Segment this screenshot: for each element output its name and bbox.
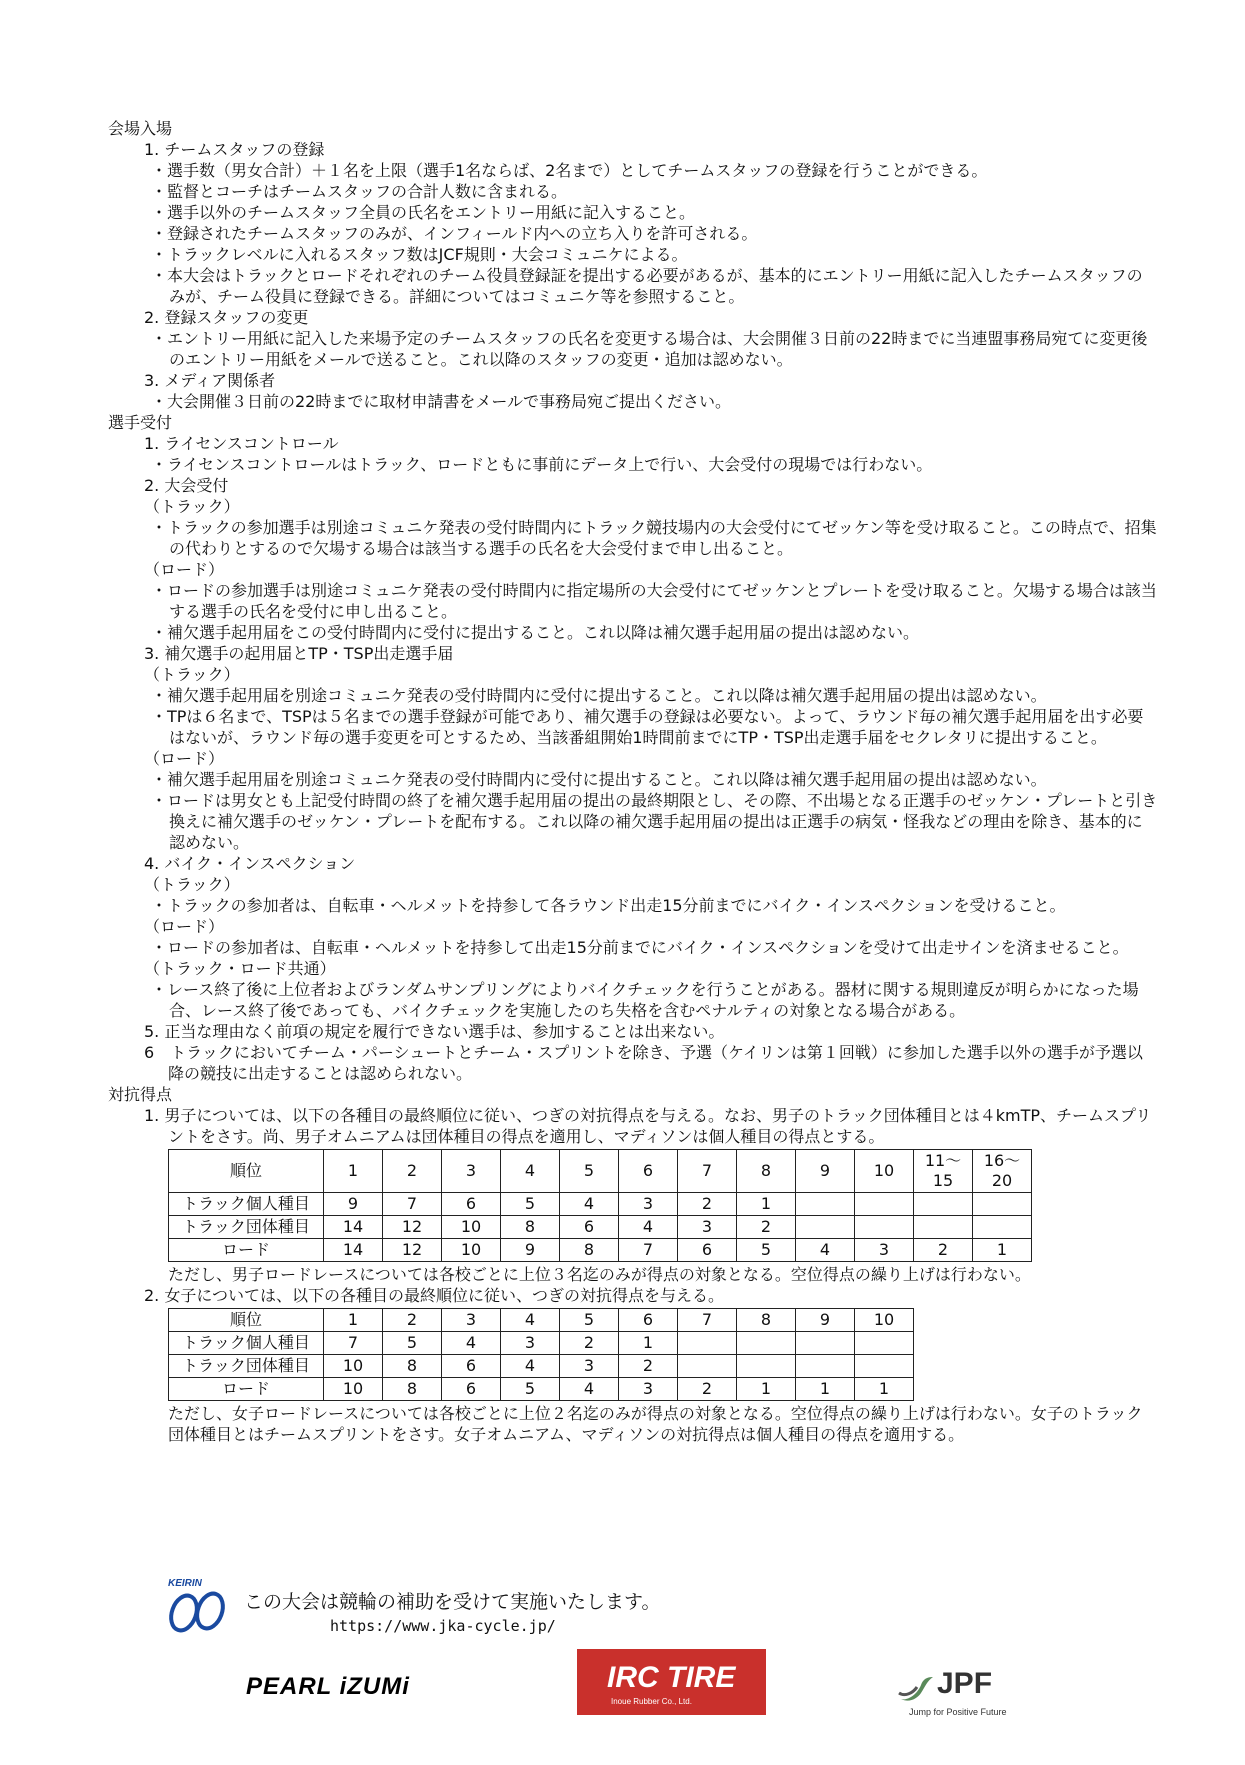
irc-sub: Inoue Rubber Co., Ltd. (611, 1697, 692, 1706)
bullet-group (108, 160, 1158, 307)
points-cell: 2 (619, 1355, 678, 1378)
points-cell: 16〜20 (973, 1150, 1032, 1193)
points-cell: 6 (560, 1216, 619, 1239)
bullet-item: ・本大会はトラックとロードそれぞれのチーム役員登録証を提出する必要があるが、基本的にエントリー用紙に記入したチームスタッフのみが、チーム役員に登録できる。詳細についてはコミュニケ等を参照すること。 (151, 266, 1143, 306)
item-heading: 6 トラックにおいてチーム・パーシュートとチーム・スプリントを除き、予選（ケイリンは第１回戦）に参加した選手以外の選手が予選以降の競技に出走することは認められない。 (144, 1043, 1143, 1083)
points-cell: 4 (796, 1239, 855, 1262)
irc-tire-logo (577, 1649, 766, 1715)
points-cell: 3 (442, 1309, 501, 1332)
bullet-item: ・レース終了後に上位者およびランダムサンプリングによりバイクチェックを行うことがある。器材に関する規則違反が明らかになった場合、レース終了後であっても、バイクチェックを実施したのち失格を含むペナルティの対象となる場合がある。 (151, 980, 1139, 1020)
points-cell (855, 1355, 914, 1378)
points-cell: 3 (855, 1239, 914, 1262)
points-cell (737, 1355, 796, 1378)
points-cell: 6 (619, 1150, 678, 1193)
row-label-cell: トラック団体種目 (169, 1216, 324, 1239)
document-body (108, 118, 1158, 1445)
points-cell: 1 (737, 1193, 796, 1216)
bullet-item: ・補欠選手起用届をこの受付時間内に受付に提出すること。これ以降は補欠選手起用届の提出は認めない。 (151, 623, 920, 642)
points-cell: 12 (383, 1216, 442, 1239)
bullet-item: ・トラックの参加選手は別途コミュニケ発表の受付時間内にトラック競技場内の大会受付にてゼッケン等を受け取ること。この時点で、招集の代わりとするので欠場する場合は該当する選手の氏名を大会受付まで申し出ること。 (151, 518, 1157, 558)
bullet-group (108, 391, 1158, 412)
points-cell: 5 (737, 1239, 796, 1262)
points-cell: 6 (442, 1355, 501, 1378)
bullet-item: ・エントリー用紙に記入した来場予定のチームスタッフの氏名を変更する場合は、大会開催３日前の22時までに当連盟事務局宛てに変更後のエントリー用紙をメールで送ること。これ以降のスタッフの変更・追加は認めない。 (151, 329, 1148, 369)
keirin-logo (162, 1575, 234, 1635)
points-cell: 7 (619, 1239, 678, 1262)
section-title-reception: 選手受付 (108, 413, 173, 432)
points-cell: 12 (383, 1239, 442, 1262)
points-cell: 4 (619, 1216, 678, 1239)
points-cell: 8 (383, 1355, 442, 1378)
points-cell: 8 (737, 1309, 796, 1332)
points-cell: 1 (796, 1378, 855, 1401)
points-cell: 1 (619, 1332, 678, 1355)
women-points-table (168, 1308, 914, 1401)
bullet-group (108, 454, 1158, 475)
bullet-group (108, 937, 1158, 958)
jpf-name: JPF (937, 1667, 993, 1700)
points-cell: 3 (442, 1150, 501, 1193)
sub-label-track: （トラック） (144, 665, 240, 684)
table-row (169, 1193, 1032, 1216)
points-cell: 2 (560, 1332, 619, 1355)
points-cell (678, 1355, 737, 1378)
points-cell (796, 1193, 855, 1216)
jpf-logo (897, 1667, 1037, 1717)
item-heading: 4. バイク・インスペクション (144, 854, 356, 873)
bullet-group (108, 517, 1158, 559)
points-cell: 5 (560, 1309, 619, 1332)
points-cell (796, 1332, 855, 1355)
keirin-logo-label: KEIRIN (168, 1578, 202, 1589)
keirin-url: https://www.jka-cycle.jp/ (330, 1617, 556, 1635)
jpf-mark-icon (897, 1673, 937, 1705)
bullet-item: ・TPは６名まで、TSPは５名までの選手登録が可能であり、補欠選手の登録は必要ない。よって、ラウンド毎の補欠選手起用届を出す必要はないが、ラウンド毎の選手変更を可とするため、当該番組開始1時間前までにTP・TSP出走選手届をセクレタリに提出すること。 (151, 707, 1144, 747)
points-cell: 8 (560, 1239, 619, 1262)
bullet-item: ・選手数（男女合計）＋１名を上限（選手1名ならば、2名まで）としてチームスタッフの登録を行うことができる。 (151, 161, 988, 180)
points-cell: 10 (324, 1378, 383, 1401)
bullet-item: ・ライセンスコントロールはトラック、ロードともに事前にデータ上で行い、大会受付の現場では行わない。 (151, 455, 933, 474)
points-cell: 7 (383, 1193, 442, 1216)
points-cell: 9 (796, 1150, 855, 1193)
points-cell (796, 1216, 855, 1239)
bullet-item: ・ロードの参加者は、自転車・ヘルメットを持参して出走15分前までにバイク・インスペクションを受けて出走サインを済ませること。 (151, 938, 1129, 957)
points-cell: 2 (737, 1216, 796, 1239)
points-cell (678, 1332, 737, 1355)
points-cell: 8 (383, 1378, 442, 1401)
row-label-cell: ロード (169, 1239, 324, 1262)
women-points-note: ただし、女子ロードレースについては各校ごとに上位２名迄のみが得点の対象となる。空位得点の繰り上げは行わない。女子のトラック団体種目とはチームスプリントをさす。女子オムニアム、マディソンの対抗得点は個人種目の得点を適用する。 (168, 1404, 1143, 1444)
bullet-group (108, 895, 1158, 916)
table-header-row (169, 1150, 1032, 1193)
sub-label-common: （トラック・ロード共通） (144, 959, 336, 978)
points-cell: 6 (678, 1239, 737, 1262)
points-cell: 6 (619, 1309, 678, 1332)
bullet-item: ・ロードの参加選手は別途コミュニケ発表の受付時間内に指定場所の大会受付にてゼッケンとプレートを受け取ること。欠場する場合は該当する選手の氏名を受付に申し出ること。 (151, 581, 1157, 621)
section-title-points: 対抗得点 (108, 1085, 173, 1104)
table-row (169, 1355, 914, 1378)
sub-label-road: （ロード） (144, 917, 225, 936)
sub-label-road: （ロード） (144, 560, 225, 579)
bullet-group (108, 580, 1158, 643)
points-cell: 7 (678, 1309, 737, 1332)
points-cell: 4 (442, 1332, 501, 1355)
points-cell: 7 (324, 1332, 383, 1355)
points-cell: 2 (383, 1309, 442, 1332)
points-cell: 9 (324, 1193, 383, 1216)
points-cell: 10 (324, 1355, 383, 1378)
points-cell: 5 (501, 1378, 560, 1401)
points-cell: 7 (678, 1150, 737, 1193)
points-cell: 9 (501, 1239, 560, 1262)
points-cell: 10 (855, 1309, 914, 1332)
points-cell (914, 1216, 973, 1239)
men-points-note: ただし、男子ロードレースについては各校ごとに上位３名迄のみが得点の対象となる。空位得点の繰り上げは行わない。 (168, 1265, 1031, 1284)
points-cell (855, 1332, 914, 1355)
table-row (169, 1239, 1032, 1262)
points-cell: 2 (678, 1378, 737, 1401)
item-heading: 3. メディア関係者 (144, 371, 276, 390)
row-label-cell: トラック団体種目 (169, 1355, 324, 1378)
points-cell: 14 (324, 1216, 383, 1239)
points-cell: 4 (501, 1309, 560, 1332)
points-cell: 2 (678, 1193, 737, 1216)
points-cell: 8 (501, 1216, 560, 1239)
points-cell: 2 (383, 1150, 442, 1193)
points-cell: 3 (619, 1378, 678, 1401)
bullet-item: ・補欠選手起用届を別途コミュニケ発表の受付時間内に受付に提出すること。これ以降は補欠選手起用届の提出は認めない。 (151, 686, 1047, 705)
bullet-item: ・トラックレベルに入れるスタッフ数はJCF規則・大会コミュニケによる。 (151, 245, 688, 264)
bullet-group (108, 769, 1158, 853)
table-row (169, 1378, 914, 1401)
points-cell (973, 1193, 1032, 1216)
points-cell: 10 (442, 1239, 501, 1262)
points-cell: 14 (324, 1239, 383, 1262)
points-cell: 8 (737, 1150, 796, 1193)
points-cell: 4 (560, 1378, 619, 1401)
points-cell: 10 (442, 1216, 501, 1239)
points-cell (855, 1193, 914, 1216)
sub-label-track: （トラック） (144, 497, 240, 516)
jpf-tagline: Jump for Positive Future (909, 1707, 1007, 1717)
points-cell: 11〜15 (914, 1150, 973, 1193)
women-points-text: 2. 女子については、以下の各種目の最終順位に従い、つぎの対抗得点を与える。 (144, 1286, 725, 1305)
points-cell: 10 (855, 1150, 914, 1193)
points-cell: 3 (501, 1332, 560, 1355)
points-cell: 3 (678, 1216, 737, 1239)
row-label-cell: ロード (169, 1378, 324, 1401)
points-cell: 1 (324, 1309, 383, 1332)
men-points-text: 1. 男子については、以下の各種目の最終順位に従い、つぎの対抗得点を与える。なお、男子のトラック団体種目とは４kmTP、チームスプリントをさす。尚、男子オムニアムは団体種目の得点を適用し、マディソンは個人種目の得点とする。 (144, 1106, 1152, 1146)
bullet-group (108, 685, 1158, 748)
item-heading: 5. 正当な理由なく前項の規定を履行できない選手は、参加することは出来ない。 (144, 1022, 725, 1041)
points-cell: 2 (914, 1239, 973, 1262)
points-cell: 1 (737, 1378, 796, 1401)
row-label-cell: 順位 (169, 1150, 324, 1193)
row-label-cell: トラック個人種目 (169, 1193, 324, 1216)
men-points-table (168, 1149, 1032, 1262)
bullet-group (108, 328, 1158, 370)
points-cell: 4 (501, 1150, 560, 1193)
points-cell (914, 1193, 973, 1216)
points-cell: 1 (973, 1239, 1032, 1262)
item-heading: 1. ライセンスコントロール (144, 434, 339, 453)
points-cell: 4 (501, 1355, 560, 1378)
points-cell: 1 (324, 1150, 383, 1193)
item-heading: 3. 補欠選手の起用届とTP・TSP出走選手届 (144, 644, 454, 663)
points-cell: 6 (442, 1378, 501, 1401)
points-cell: 5 (383, 1332, 442, 1355)
item-heading: 2. 登録スタッフの変更 (144, 308, 309, 327)
bullet-item: ・登録されたチームスタッフのみが、インフィールド内への立ち入りを許可される。 (151, 224, 758, 243)
bullet-item: ・監督とコーチはチームスタッフの合計人数に含まれる。 (151, 182, 568, 201)
bullet-item: ・トラックの参加者は、自転車・ヘルメットを持参して各ラウンド出走15分前までにバイク・インスペクションを受けること。 (151, 896, 1066, 915)
keirin-support-text: この大会は競輪の補助を受けて実施いたします。 (244, 1591, 661, 1613)
points-cell: 1 (855, 1378, 914, 1401)
points-cell (973, 1216, 1032, 1239)
table-header-row (169, 1309, 914, 1332)
row-label-cell: トラック個人種目 (169, 1332, 324, 1355)
sub-label-track: （トラック） (144, 875, 240, 894)
points-cell: 3 (560, 1355, 619, 1378)
sponsor-footer (0, 1575, 1245, 1765)
pearl-izumi-logo: PEARL iZUMi (246, 1673, 410, 1700)
item-heading: 2. 大会受付 (144, 476, 229, 495)
bullet-item: ・大会開催３日前の22時までに取材申請書をメールで事務局宛ご提出ください。 (151, 392, 732, 411)
table-row (169, 1332, 914, 1355)
irc-brand: IRC TIRE (607, 1661, 736, 1694)
bullet-item: ・補欠選手起用届を別途コミュニケ発表の受付時間内に受付に提出すること。これ以降は補欠選手起用届の提出は認めない。 (151, 770, 1047, 789)
points-cell: 5 (501, 1193, 560, 1216)
points-cell (796, 1355, 855, 1378)
points-cell: 5 (560, 1150, 619, 1193)
points-cell (737, 1332, 796, 1355)
table-row (169, 1216, 1032, 1239)
bullet-item: ・ロードは男女とも上記受付時間の終了を補欠選手起用届の提出の最終期限とし、その際、不出場となる正選手のゼッケン・プレートと引き換えに補欠選手のゼッケン・プレートを配布する。これ以降の補欠選手起用届の提出は正選手の病気・怪我などの理由を除き、基本的に認めない。 (151, 791, 1158, 852)
points-cell: 6 (442, 1193, 501, 1216)
points-cell: 3 (619, 1193, 678, 1216)
row-label-cell: 順位 (169, 1309, 324, 1332)
bullet-item: ・選手以外のチームスタッフ全員の氏名をエントリー用紙に記入すること。 (151, 203, 696, 222)
points-cell: 4 (560, 1193, 619, 1216)
section-title-venue: 会場入場 (108, 119, 173, 138)
bullet-group (108, 979, 1158, 1021)
sub-label-road: （ロード） (144, 749, 225, 768)
item-heading: 1. チームスタッフの登録 (144, 140, 325, 159)
points-cell (855, 1216, 914, 1239)
points-cell: 9 (796, 1309, 855, 1332)
